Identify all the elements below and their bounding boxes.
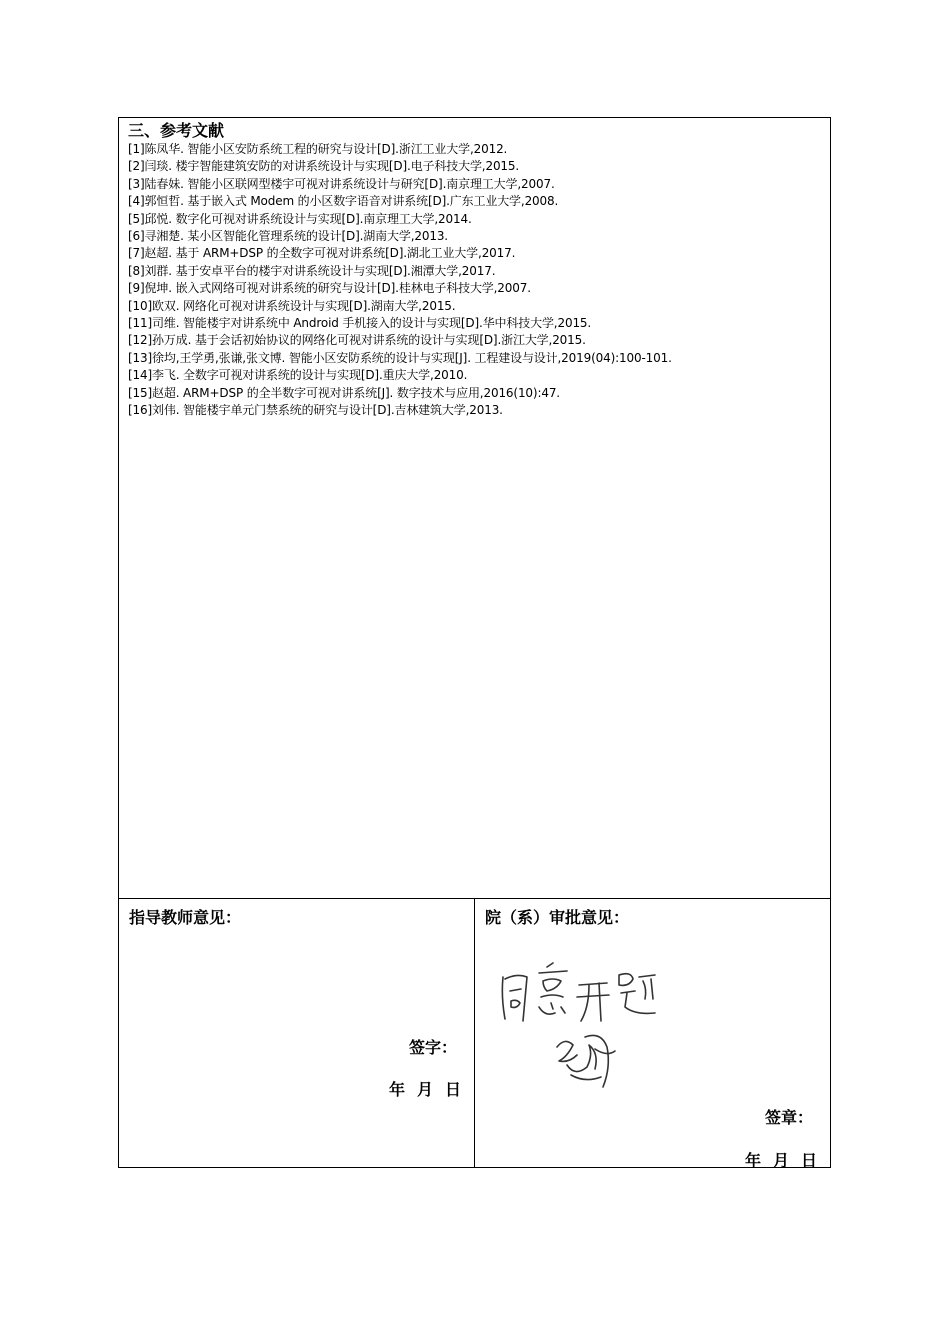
references-heading: 三、参考文献 <box>128 121 225 140</box>
reference-list <box>128 141 821 420</box>
department-seal-label: 签章： <box>765 1108 814 1127</box>
reference-item: [4]郭恒哲. 基于嵌入式 Modem 的小区数字语音对讲系统[D].广东工业大学,2008. <box>128 194 559 209</box>
reference-item: [3]陆春妹. 智能小区联网型楼宇可视对讲系统设计与研究[D].南京理工大学,2007. <box>128 176 555 191</box>
advisor-opinion-label: 指导教师意见： <box>129 908 242 927</box>
reference-item: [10]欧双. 网络化可视对讲系统设计与实现[D].湖南大学,2015. <box>128 298 456 313</box>
advisor-sign-label: 签字： <box>409 1038 458 1057</box>
reference-item: [15]赵超. ARM+DSP 的全半数字可视对讲系统[J]. 数字技术与应用,2016(10):47. <box>128 385 560 400</box>
reference-item: [6]寻湘楚. 某小区智能化管理系统的设计[D].湖南大学,2013. <box>128 229 448 244</box>
department-date <box>745 1148 817 1171</box>
reference-item: [2]闫琰. 楼宇智能建筑安防的对讲系统设计与实现[D].电子科技大学,2015. <box>128 159 520 174</box>
reference-item: [1]陈凤华. 智能小区安防系统工程的研究与设计[D].浙江工业大学,2012. <box>128 142 508 156</box>
department-date-year: 年 <box>745 1151 762 1170</box>
advisor-date-day: 日 <box>445 1080 462 1099</box>
advisor-date-year: 年 <box>389 1080 406 1099</box>
proposal-form-table <box>118 117 831 1168</box>
reference-item: [5]邱悦. 数字化可视对讲系统设计与实现[D].南京理工大学,2014. <box>128 211 472 226</box>
references-section <box>119 118 830 899</box>
department-date-day: 日 <box>801 1151 818 1170</box>
reference-item: [8]刘群. 基于安卓平台的楼宇对讲系统设计与实现[D].湘潭大学,2017. <box>128 263 496 278</box>
reference-item: [14]李飞. 全数字可视对讲系统的设计与实现[D].重庆大学,2010. <box>128 368 468 383</box>
handwritten-signature <box>495 937 675 1107</box>
reference-item: [9]倪坤. 嵌入式网络可视对讲系统的研究与设计[D].桂林电子科技大学,2007. <box>128 281 531 296</box>
reference-item: [13]徐均,王学勇,张谦,张文博. 智能小区安防系统的设计与实现[J]. 工程建设与设计,2019(04):100-101. <box>128 350 672 365</box>
department-approval-label: 院（系）审批意见： <box>485 908 630 927</box>
department-approval-cell <box>475 899 830 1170</box>
reference-item: [12]孙万成. 基于会话初始协议的网络化可视对讲系统的设计与实现[D].浙江大学,2015. <box>128 333 586 348</box>
advisor-date-month: 月 <box>417 1080 434 1099</box>
approval-section <box>119 899 830 1170</box>
reference-item: [11]司维. 智能楼宇对讲系统中 Android 手机接入的设计与实现[D].华中科技大学,2015. <box>128 316 592 331</box>
department-date-month: 月 <box>773 1151 790 1170</box>
reference-item: [7]赵超. 基于 ARM+DSP 的全数字可视对讲系统[D].湖北工业大学,2017. <box>128 246 516 261</box>
advisor-opinion-cell <box>119 899 475 1167</box>
reference-item: [16]刘伟. 智能楼宇单元门禁系统的研究与设计[D].吉林建筑大学,2013. <box>128 403 503 418</box>
advisor-date <box>389 1077 461 1100</box>
